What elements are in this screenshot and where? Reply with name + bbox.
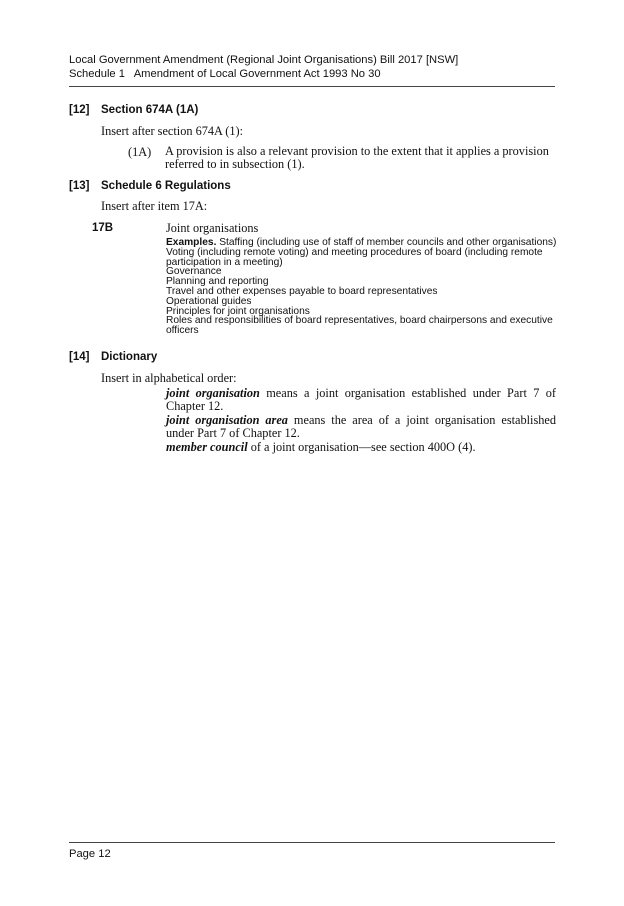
amendment-title: Schedule 6 Regulations [101, 180, 231, 192]
defined-term: joint organisation area [166, 413, 288, 427]
amendment-number: [14] [69, 351, 90, 363]
schedule-item-number: 17B [92, 222, 114, 234]
example-line: Governance [166, 266, 222, 278]
definition-member-council [166, 441, 556, 454]
page-number: Page 12 [69, 848, 111, 860]
defined-term: member council [166, 440, 248, 454]
example-line: Principles for joint organisations [166, 305, 310, 317]
example-line: Roles and responsibilities of board representatives, board chairpersons and executive officers [166, 315, 553, 337]
schedule-item-title: Joint organisations [166, 221, 259, 235]
example-line: Examples. Staffing (including use of staff of member councils and other organisations) [166, 237, 557, 248]
definition-text: means a joint organisation established under Part 7 of Chapter 12. [166, 386, 556, 413]
amendment-title: Section 674A (1A) [101, 104, 199, 116]
amendment-title: Dictionary [101, 351, 158, 363]
header-rule [69, 86, 555, 87]
definition-joint-organisation-area [166, 414, 556, 440]
defined-term: joint organisation [166, 386, 260, 400]
amendment-number: [12] [69, 104, 90, 116]
header-schedule-title: Schedule 1 Amendment of Local Government Act 1993 No 30 [69, 68, 381, 80]
example-line: Planning and reporting [166, 276, 269, 288]
subsection-label: (1A) [128, 145, 152, 159]
example-line: Travel and other expenses payable to board representatives [166, 285, 438, 297]
subsection-text: A provision is also a relevant provision to the extent that it applies a provision referred to in subsection (1). [165, 144, 549, 171]
header-bill-title: Local Government Amendment (Regional Joint Organisations) Bill 2017 [NSW] [69, 54, 459, 66]
examples-block [166, 238, 558, 336]
definition-text: means the area of a joint organisation established under Part 7 of Chapter 12. [166, 413, 557, 440]
amendment-13-instruction: Insert after item 17A: [101, 199, 208, 213]
definition-text: of a joint organisation—see section 400O (4). [247, 440, 476, 454]
definition-joint-organisation [166, 387, 556, 413]
example-line: Voting (including remote voting) and meeting procedures of board (including remote participation in a meeting) [166, 246, 543, 268]
footer-rule [69, 842, 555, 843]
examples-label: Examples. [166, 237, 217, 248]
example-line: Operational guides [166, 295, 252, 307]
amendment-number: [13] [69, 180, 90, 192]
running-header [69, 53, 559, 81]
amendment-14-instruction: Insert in alphabetical order: [101, 371, 237, 385]
amendment-12-instruction: Insert after section 674A (1): [101, 124, 244, 138]
